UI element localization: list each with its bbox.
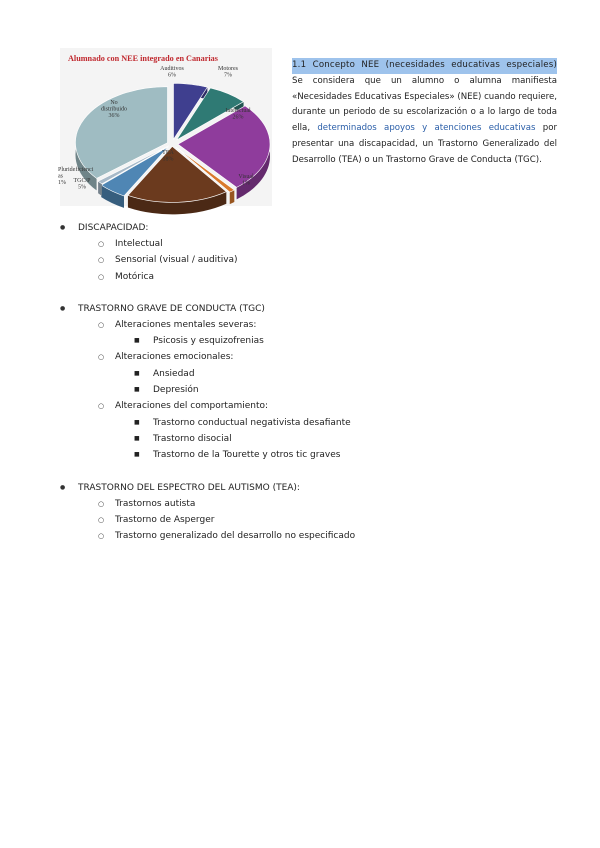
list-heading-tgc: ● TRASTORNO GRAVE DE CONDUCTA (TGC) [58,301,558,317]
list-item: ■ Ansiedad [58,366,558,382]
list-item: ○ Motórica [58,269,558,285]
list-item: ○ Sensorial (visual / auditiva) [58,252,558,268]
list-heading-tea: ● TRASTORNO DEL ESPECTRO DEL AUTISMO (TEA): [58,480,558,496]
list-subheading: ○ Alteraciones del comportamiento: [58,398,558,414]
concept-paragraph [292,74,557,169]
list-item: ■ Trastorno de la Tourette y otros tic graves [58,447,558,463]
list-item: ■ Trastorno disocial [58,431,558,447]
pie-chart-svg [60,48,272,206]
list-item: ○ Trastornos autista [58,496,558,512]
list-item: ○ Trastorno de Asperger [58,512,558,528]
concept-section [292,58,557,169]
pie-label: Auditivos 6% [160,66,184,79]
list-heading-discapacidad: ● DISCAPACIDAD: [58,220,558,236]
concept-heading: 1.1 Concepto NEE (necesidades educativas especiales) [292,58,557,74]
nee-category-lists [58,220,558,544]
list-subheading: ○ Alteraciones mentales severas: [58,317,558,333]
pie-label: Plurideficienci as 1% [58,167,94,186]
list-item: ○ Intelectual [58,236,558,252]
pie-label: Intelectual 26% [225,108,251,121]
nee-pie-chart [60,48,272,206]
pie-label: TEA 18% [162,150,174,163]
pie-slices [75,83,270,214]
pie-label: TGC/P 5% [73,178,91,191]
concept-body-highlight: determinados apoyos y atenciones educativas [317,123,536,134]
concept-body-rest: por presentar una discapacidad, un Trastorno Generalizado del Desarrollo (TEA) o un Trastorno Grave de Conducta (TGC). [292,123,558,165]
chart-title: Alumnado con NEE integrado en Canarias [68,54,218,63]
pie-label: Motores 7% [218,66,238,79]
pie-label: No distribuido 36% [100,100,128,119]
list-item: ■ Psicosis y esquizofrenias [58,333,558,349]
concept-body-intro: Se considera que un alumno o alumna manifiesta «Necesidades Educativas Especiales» (NEE) cuando requiere, durante un periodo de su escolarización o a lo largo de toda ella, [292,75,557,134]
list-subheading: ○ Alteraciones emocionales: [58,349,558,365]
list-item: ■ Depresión [58,382,558,398]
pie-label: Visual 1% [238,174,254,187]
list-item: ○ Trastorno generalizado del desarrollo no especificado [58,528,558,544]
list-item: ■ Trastorno conductual negativista desafiante [58,415,558,431]
